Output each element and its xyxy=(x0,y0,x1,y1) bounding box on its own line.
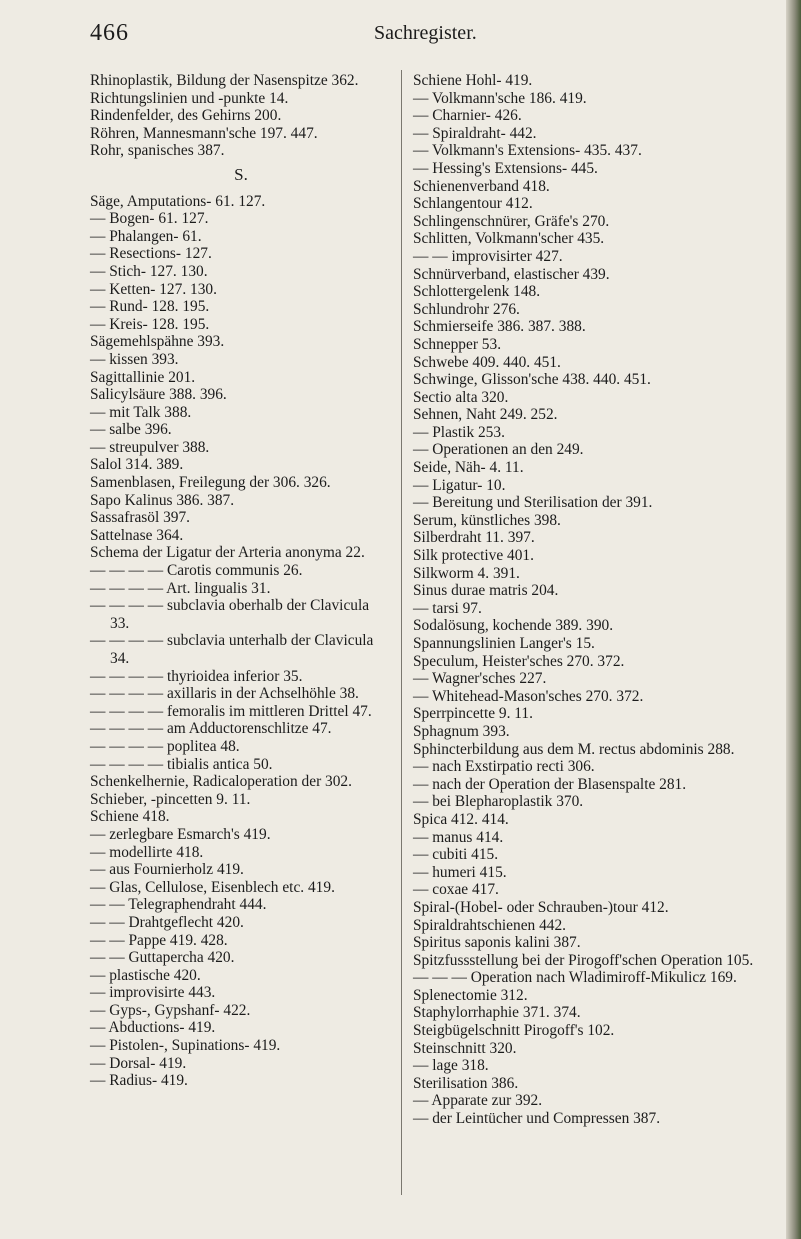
index-column-right xyxy=(413,72,773,1128)
index-entry: — — Pappe 419. 428. xyxy=(90,931,228,949)
index-entry: — salbe 396. xyxy=(90,421,172,439)
index-entry: — Apparate zur 392. xyxy=(413,1092,543,1110)
index-entry: — improvisirte 443. xyxy=(90,984,216,1002)
index-entry: Silkworm 4. 391. xyxy=(413,564,520,582)
index-entry: — — — — am Adductorenschlitze 47. xyxy=(90,720,332,738)
index-entry: Schlottergelenk 148. xyxy=(413,283,541,301)
index-entry: — Abductions- 419. xyxy=(90,1019,216,1037)
index-entry: — Hessing's Extensions- 445. xyxy=(413,159,598,177)
index-entry: Salol 314. 389. xyxy=(90,456,184,474)
index-entry: Sapo Kalinus 386. 387. xyxy=(90,491,235,509)
index-entry: Spiritus saponis kalini 387. xyxy=(413,934,581,952)
index-entry: Sassafrasöl 397. xyxy=(90,509,191,527)
index-entry: Sehnen, Naht 249. 252. xyxy=(413,406,558,424)
index-entry: — humeri 415. xyxy=(413,863,507,881)
index-entry: — nach Exstirpatio recti 306. xyxy=(413,758,595,776)
index-entry: — lage 318. xyxy=(413,1057,489,1075)
index-entry: — — — — axillaris in der Achselhöhle 38. xyxy=(90,685,359,703)
index-entry: — manus 414. xyxy=(413,828,504,846)
index-entry: Sterilisation 386. xyxy=(413,1074,519,1092)
index-entry: Schlingenschnürer, Gräfe's 270. xyxy=(413,212,610,230)
page-header xyxy=(90,20,780,60)
index-entry: Röhren, Mannesmann'sche 197. 447. xyxy=(90,124,318,142)
index-entry: Schlitten, Volkmann'scher 435. xyxy=(413,230,605,248)
index-entry: Schlangentour 412. xyxy=(413,195,533,213)
index-entry: Rindenfelder, des Gehirns 200. xyxy=(90,107,282,125)
index-entry: Sphincterbildung aus dem M. rectus abdominis 288. xyxy=(413,740,735,758)
index-entry: Sperrpincette 9. 11. xyxy=(413,705,533,723)
index-entry: — Ligatur- 10. xyxy=(413,476,506,494)
index-entry: — Rund- 128. 195. xyxy=(90,298,210,316)
index-entry: Sagittallinie 201. xyxy=(90,368,196,386)
index-entry: — modellirte 418. xyxy=(90,843,204,861)
index-entry: Splenectomie 312. xyxy=(413,986,528,1004)
index-entry: — Ketten- 127. 130. xyxy=(90,280,217,298)
index-entry: — Charnier- 426. xyxy=(413,107,522,125)
index-entry: — plastische 420. xyxy=(90,966,201,984)
index-entry: Silk protective 401. xyxy=(413,547,534,565)
index-entry: — — — — subclavia unterhalb der Clavicula 34. xyxy=(90,632,374,667)
index-entry: Schema der Ligatur der Arteria anonyma 22. xyxy=(90,544,365,562)
index-entry: Spica 412. 414. xyxy=(413,810,509,828)
index-entry: Spannungslinien Langer's 15. xyxy=(413,635,595,652)
index-entry: — — — — Carotis communis 26. xyxy=(90,562,303,580)
index-entry: Rhinoplastik, Bildung der Nasenspitze 362. xyxy=(90,72,359,89)
index-entry: — — — Operation nach Wladimiroff-Mikulicz 169. xyxy=(413,969,737,987)
index-entry: Sinus durae matris 204. xyxy=(413,582,559,600)
index-entry: — Bereitung und Sterilisation der 391. xyxy=(413,494,653,512)
index-entry: Richtungslinien und -punkte 14. xyxy=(90,89,289,107)
index-entry: — — — — tibialis antica 50. xyxy=(90,755,273,773)
index-entry: Rohr, spanisches 387. xyxy=(90,142,225,160)
index-entry: — der Leintücher und Compressen 387. xyxy=(413,1110,661,1128)
index-entry: — — — — Art. lingualis 31. xyxy=(90,579,271,597)
index-entry: — Operationen an den 249. xyxy=(413,441,584,459)
column-divider xyxy=(401,70,402,1195)
index-entry: Schlundrohr 276. xyxy=(413,300,520,318)
page-edge xyxy=(786,0,801,1239)
index-entry: — tarsi 97. xyxy=(413,599,482,617)
index-entry: — — — — femoralis im mittleren Drittel 47. xyxy=(90,702,372,720)
index-entry: — cubiti 415. xyxy=(413,846,499,864)
index-entry: — aus Fournierholz 419. xyxy=(90,861,244,879)
index-entry: — Gyps-, Gypshanf- 422. xyxy=(90,1001,251,1019)
index-entry: Steigbügelschnitt Pirogoff's 102. xyxy=(413,1022,615,1040)
index-column-left xyxy=(90,72,392,1090)
index-entry: — zerlegbare Esmarch's 419. xyxy=(90,825,271,843)
index-entry: — Radius- 419. xyxy=(90,1072,188,1090)
index-entry: Schnepper 53. xyxy=(413,335,502,353)
index-entry: — — — — thyrioidea inferior 35. xyxy=(90,667,303,685)
index-entry: — bei Blepharoplastik 370. xyxy=(413,793,584,811)
index-entry: — Whitehead-Mason'sches 270. 372. xyxy=(413,687,644,705)
index-entry: Seide, Näh- 4. 11. xyxy=(413,459,524,477)
index-entry: Speculum, Heister'sches 270. 372. xyxy=(413,652,625,670)
index-entry: Spitzfussstellung bei der Pirogoff'schen Operation 105. xyxy=(413,951,754,969)
index-entry: Spiraldrahtschienen 442. xyxy=(413,916,567,934)
index-entry: — — Drahtgeflecht 420. xyxy=(90,913,244,931)
index-entry: Schiene Hohl- 419. xyxy=(413,72,533,89)
index-entry: Schwebe 409. 440. 451. xyxy=(413,353,561,371)
index-entry: Sattelnase 364. xyxy=(90,526,184,544)
index-entry: — Plastik 253. xyxy=(413,423,505,441)
index-entry: — Pistolen-, Supinations- 419. xyxy=(90,1037,281,1055)
index-entry: — Volkmann'sche 186. 419. xyxy=(413,89,587,107)
index-entry: — — Guttapercha 420. xyxy=(90,949,235,967)
index-entry: — Volkmann's Extensions- 435. 437. xyxy=(413,142,642,160)
index-entry: — Resections- 127. xyxy=(90,245,212,263)
index-entry: Spiral-(Hobel- oder Schrauben-)tour 412. xyxy=(413,898,669,916)
index-entry: — Glas, Cellulose, Eisenblech etc. 419. xyxy=(90,878,335,896)
index-entry: Sectio alta 320. xyxy=(413,388,509,406)
index-entry: — — — — subclavia oberhalb der Clavicula 33. xyxy=(90,597,370,632)
index-entry: — Stich- 127. 130. xyxy=(90,262,208,280)
index-entry: Schieber, -pincetten 9. 11. xyxy=(90,790,251,808)
index-entry: — Wagner'sches 227. xyxy=(413,670,547,688)
index-entry: — Bogen- 61. 127. xyxy=(90,210,209,228)
index-entry: Schwinge, Glisson'sche 438. 440. 451. xyxy=(413,371,651,389)
section-letter: S. xyxy=(234,164,248,184)
index-entry: Schmierseife 386. 387. 388. xyxy=(413,318,586,336)
index-entry: Samenblasen, Freilegung der 306. 326. xyxy=(90,474,331,492)
index-entry: — kissen 393. xyxy=(90,350,179,368)
index-entry: Sodalösung, kochende 389. 390. xyxy=(413,617,614,635)
index-entry: — nach der Operation der Blasenspalte 281. xyxy=(413,775,687,793)
index-entry: Sphagnum 393. xyxy=(413,722,510,740)
index-entry: Salicylsäure 388. 396. xyxy=(90,386,227,404)
index-entry: Schnürverband, elastischer 439. xyxy=(413,265,610,283)
index-entry: Staphylorrhaphie 371. 374. xyxy=(413,1004,581,1022)
index-entry: Steinschnitt 320. xyxy=(413,1039,517,1057)
running-title: Sachregister. xyxy=(374,22,477,44)
index-entry: — coxae 417. xyxy=(413,881,499,899)
index-entry: — Kreis- 128. 195. xyxy=(90,315,210,333)
page-number: 466 xyxy=(90,20,129,46)
index-entry: Säge, Amputations- 61. 127. xyxy=(90,192,266,210)
index-entry: Sägemehlspähne 393. xyxy=(90,333,225,351)
index-entry: — — improvisirter 427. xyxy=(413,247,563,265)
index-entry: — Spiraldraht- 442. xyxy=(413,124,537,142)
index-entry: Silberdraht 11. 397. xyxy=(413,529,535,547)
index-entry: — Dorsal- 419. xyxy=(90,1054,187,1072)
index-entry: — streupulver 388. xyxy=(90,438,210,456)
index-entry: — — — — poplitea 48. xyxy=(90,737,240,755)
index-entry: — — Telegraphendraht 444. xyxy=(90,896,267,914)
index-entry: Schenkelhernie, Radicaloperation der 302. xyxy=(90,773,352,791)
index-entry: — Phalangen- 61. xyxy=(90,227,202,245)
index-entry: Schienenverband 418. xyxy=(413,177,550,195)
index-entry: — mit Talk 388. xyxy=(90,403,192,421)
index-entry: Schiene 418. xyxy=(90,808,170,826)
index-entry: Serum, künstliches 398. xyxy=(413,511,561,529)
